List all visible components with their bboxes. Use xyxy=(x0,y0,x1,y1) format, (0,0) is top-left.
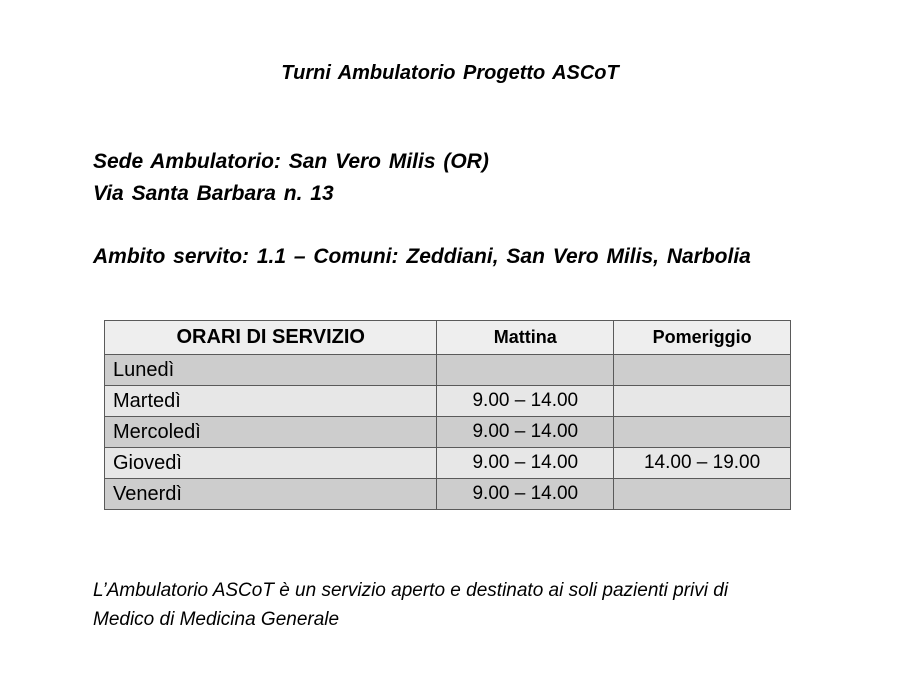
sede-ambulatorio: Sede Ambulatorio: San Vero Milis (OR) xyxy=(93,150,489,173)
pomeriggio-cell xyxy=(614,355,791,386)
ambito-servito: Ambito servito: 1.1 – Comuni: Zeddiani, San Vero Milis, Narbolia xyxy=(93,245,751,268)
mattina-cell: 9.00 – 14.00 xyxy=(437,479,614,510)
pomeriggio-cell: 14.00 – 19.00 xyxy=(614,448,791,479)
day-cell: Martedì xyxy=(105,386,437,417)
page-title: Turni Ambulatorio Progetto ASCoT xyxy=(281,62,619,84)
footnote xyxy=(93,576,853,634)
footnote-line: L’Ambulatorio ASCoT è un servizio aperto e destinato ai soli pazienti privi di xyxy=(93,580,729,601)
table-row xyxy=(105,355,791,386)
table-row xyxy=(105,417,791,448)
mattina-cell: 9.00 – 14.00 xyxy=(437,448,614,479)
column-header-orari: ORARI DI SERVIZIO xyxy=(105,321,437,355)
pomeriggio-cell xyxy=(614,417,791,448)
day-cell: Mercoledì xyxy=(105,417,437,448)
pomeriggio-cell xyxy=(614,479,791,510)
pomeriggio-cell xyxy=(614,386,791,417)
footnote-line: Medico di Medicina Generale xyxy=(93,609,340,630)
mattina-cell xyxy=(437,355,614,386)
mattina-cell: 9.00 – 14.00 xyxy=(437,386,614,417)
table-row xyxy=(105,448,791,479)
table-row xyxy=(105,479,791,510)
table-row xyxy=(105,386,791,417)
schedule-table xyxy=(104,320,791,510)
mattina-cell: 9.00 – 14.00 xyxy=(437,417,614,448)
day-cell: Giovedì xyxy=(105,448,437,479)
day-cell: Lunedì xyxy=(105,355,437,386)
column-header-mattina: Mattina xyxy=(437,321,614,355)
column-header-pomeriggio: Pomeriggio xyxy=(614,321,791,355)
table-header-row xyxy=(105,321,791,355)
day-cell: Venerdì xyxy=(105,479,437,510)
address: Via Santa Barbara n. 13 xyxy=(93,182,334,205)
